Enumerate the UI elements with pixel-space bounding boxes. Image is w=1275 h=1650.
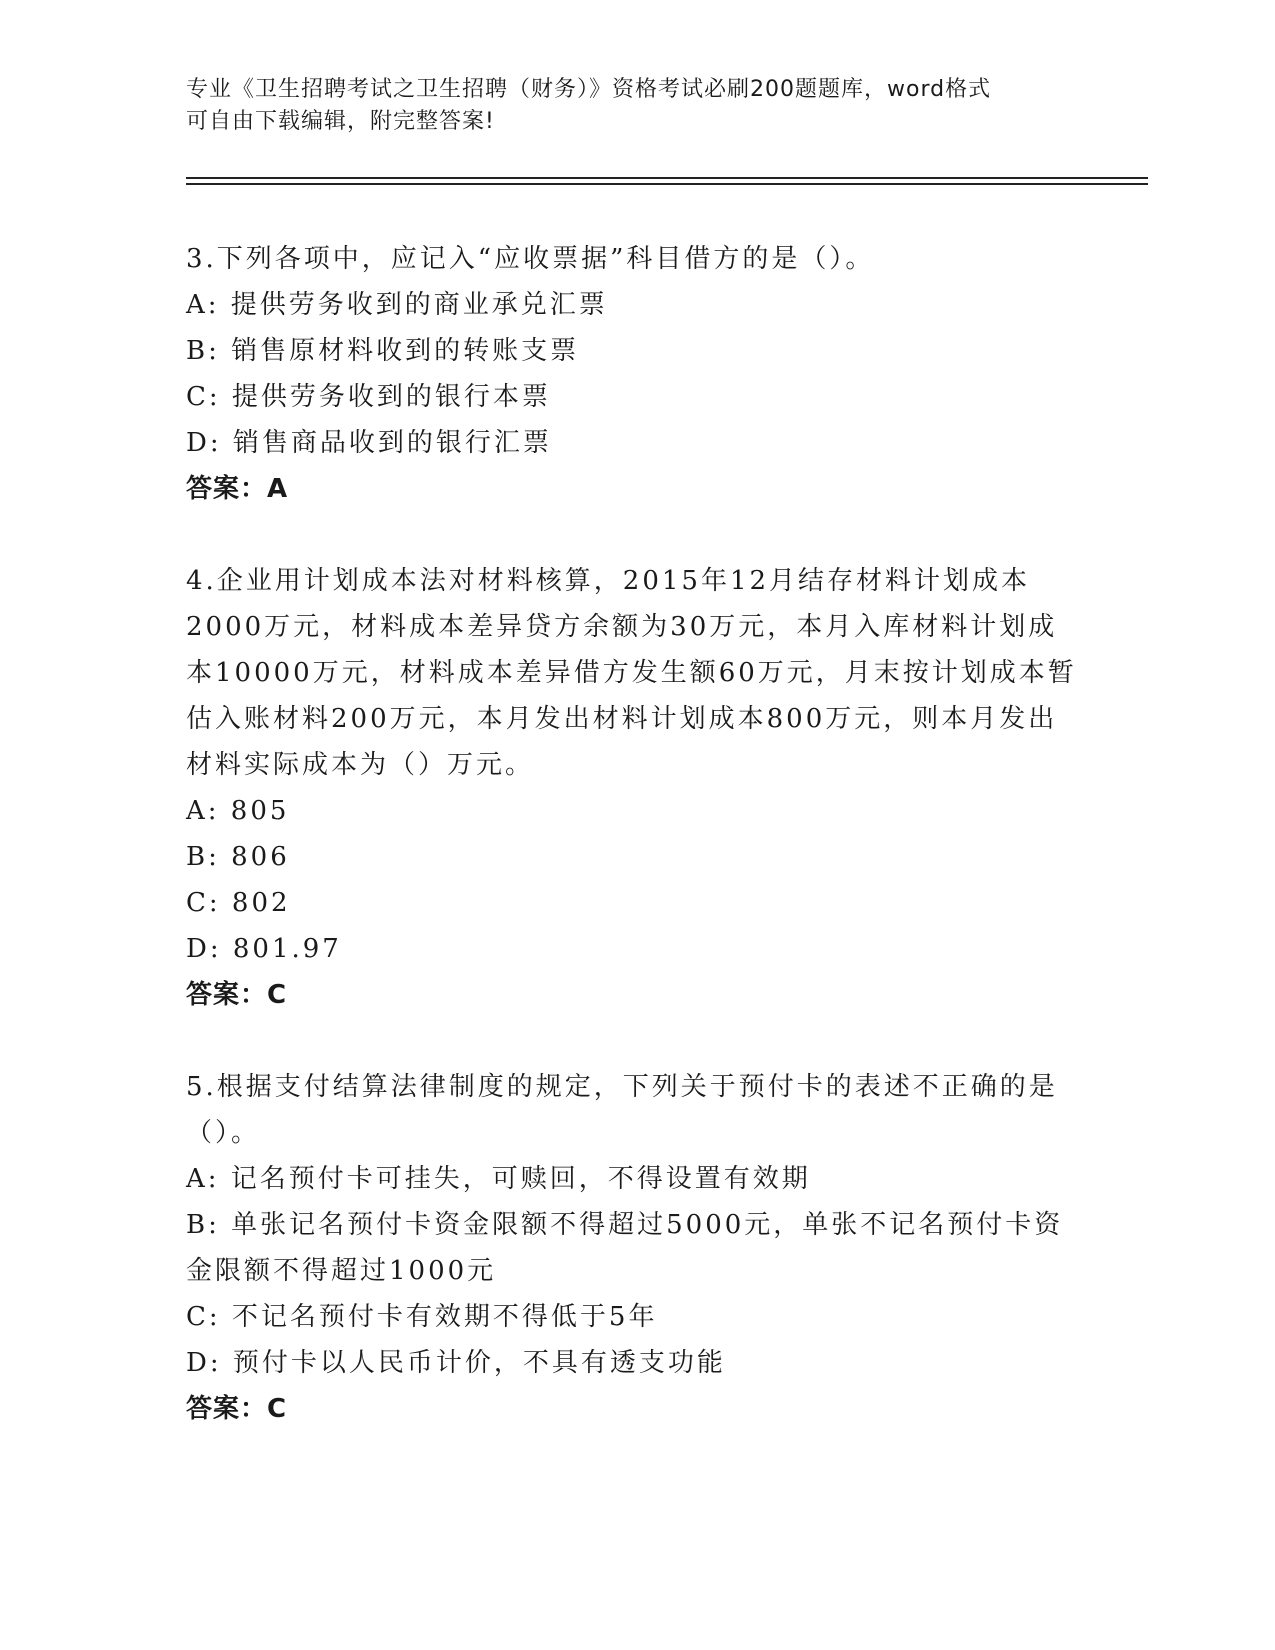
header-divider-bottom [186,183,1148,185]
document-header [186,74,1086,138]
answer-line: 答案：C [186,980,288,1010]
question-stem: 5.根据支付结算法律制度的规定，下列关于预付卡的表述不正确的是（）。 [186,1072,1058,1148]
header-divider-top [186,177,1148,179]
option-a: A: 805 [186,796,290,826]
option-d: D: 销售商品收到的银行汇票 [186,428,552,458]
question-5 [186,1064,1086,1432]
option-a: A: 记名预付卡可挂失，可赎回，不得设置有效期 [186,1164,811,1194]
answer-line: 答案：A [186,474,289,504]
option-c: C: 不记名预付卡有效期不得低于5年 [186,1302,658,1332]
option-b: B: 单张记名预付卡资金限额不得超过5000元，单张不记名预付卡资金限额不得超过1000元 [186,1210,1064,1286]
option-d: D: 预付卡以人民币计价，不具有透支功能 [186,1348,726,1378]
option-c: C: 提供劳务收到的银行本票 [186,382,551,412]
question-stem: 4.企业用计划成本法对材料核算，2015年12月结存材料计划成本2000万元，材料成本差异贷方余额为30万元，本月入库材料计划成本10000万元，材料成本差异借方发生额60万元，月末按计划成本暂估入账材料200万元，本月发出材料计划成本800万元，则本月发出材料实际成本为（）万元。 [186,566,1077,780]
answer-line: 答案：C [186,1394,288,1424]
option-a: A: 提供劳务收到的商业承兑汇票 [186,290,608,320]
option-c: C: 802 [186,888,291,918]
question-3 [186,236,1086,512]
question-stem: 3.下列各项中，应记入“应收票据”科目借方的是（）。 [186,244,875,274]
option-d: D: 801.97 [186,934,342,964]
option-b: B: 806 [186,842,290,872]
header-line-2: 可自由下载编辑，附完整答案! [186,109,495,134]
question-4 [186,558,1086,1018]
question-list [186,236,1086,1478]
option-b: B: 销售原材料收到的转账支票 [186,336,580,366]
header-line-1: 专业《卫生招聘考试之卫生招聘（财务）》资格考试必刷200题题库，word格式 [186,77,992,102]
